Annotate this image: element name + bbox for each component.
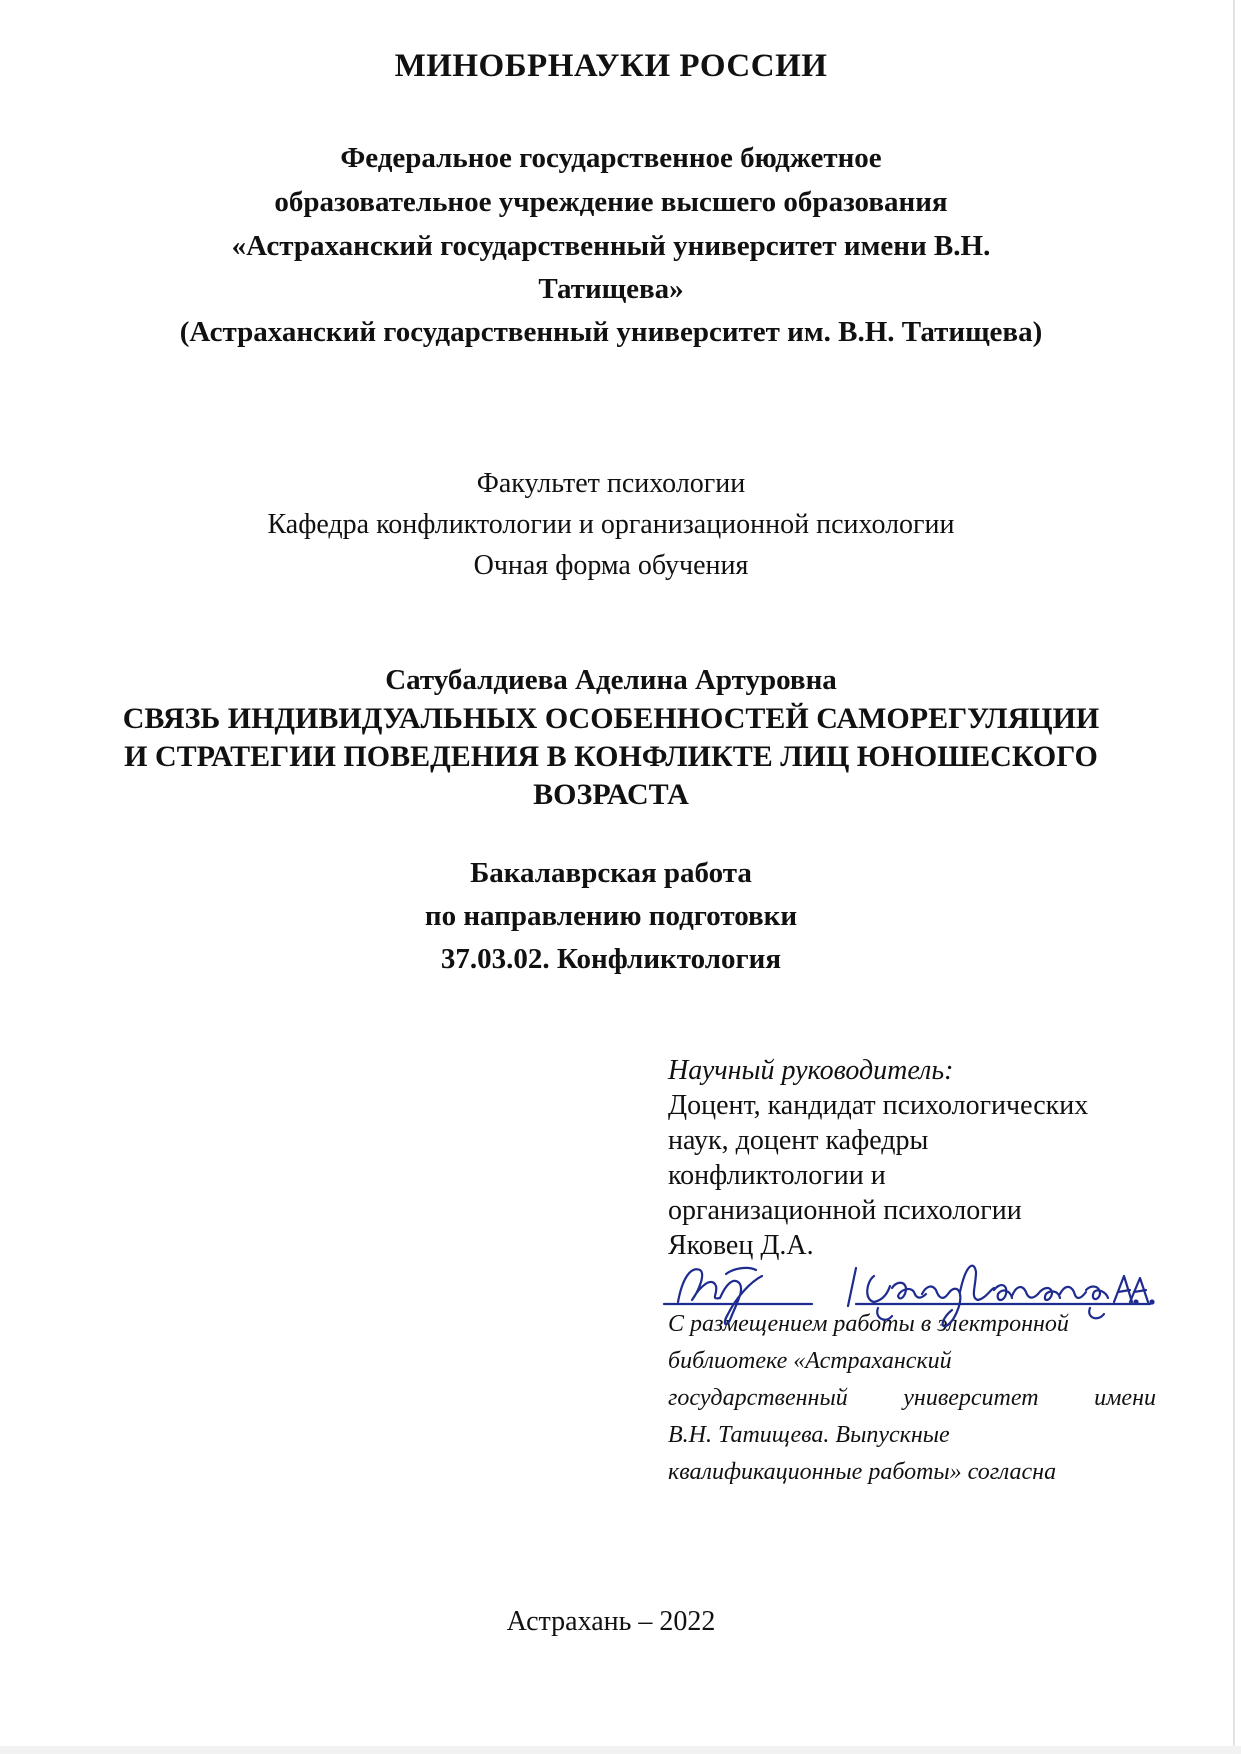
consent-line-1: С размещением работы в электронной — [668, 1311, 1069, 1337]
institution-line-1: Федеральное государственное бюджетное — [340, 142, 882, 174]
page-bottom-edge — [0, 1746, 1241, 1754]
institution-short-name: (Астраханский государственный университет им. В.Н. Татищева) — [179, 316, 1043, 348]
consent-word: университет — [903, 1385, 1039, 1411]
supervisor-line-4: организационной психологии — [668, 1195, 1022, 1226]
supervisor-name: Яковец Д.А. — [668, 1230, 814, 1261]
supervisor-line-2: наук, доцент кафедры — [668, 1125, 929, 1156]
author-name: Сатубалдиева Аделина Артуровна — [385, 664, 837, 696]
supervisor-line-3: конфликтологии и — [668, 1160, 886, 1191]
department-name: Кафедра конфликтологии и организационной психологии — [267, 509, 955, 540]
supervisor-block — [668, 1053, 1156, 1263]
thesis-title-line-2: И СТРАТЕГИИ ПОВЕДЕНИЯ В КОНФЛИКТЕ ЛИЦ ЮНОШЕСКОГО — [124, 740, 1098, 773]
study-direction-code: 37.03.02. Конфликтология — [440, 943, 782, 975]
consent-line-2: библиотеке «Астраханский — [668, 1348, 952, 1374]
supervisor-label: Научный руководитель: — [668, 1055, 954, 1086]
thesis-title-line-1: СВЯЗЬ ИНДИВИДУАЛЬНЫХ ОСОБЕННОСТЕЙ САМОРЕГУЛЯЦИИ — [122, 702, 1100, 735]
institution-line-4: Татищева» — [538, 273, 684, 305]
institution-line-2: образовательное учреждение высшего образования — [274, 186, 948, 218]
study-form: Очная форма обучения — [473, 550, 749, 581]
ministry-heading: МИНОБРНАУКИ РОССИИ — [394, 48, 828, 84]
city-year: Астрахань – 2022 — [506, 1606, 716, 1637]
consent-line-3 — [668, 1380, 1156, 1417]
supervisor-line-1: Доцент, кандидат психологических — [668, 1090, 1089, 1121]
study-direction-label: по направлению подготовки — [424, 900, 798, 932]
consent-word: государственный — [668, 1385, 848, 1411]
consent-line-4: В.Н. Татищева. Выпускные — [668, 1422, 950, 1448]
thesis-title-line-3: ВОЗРАСТА — [533, 778, 689, 811]
faculty-name: Факультет психологии — [476, 468, 746, 499]
consent-word: имени — [1094, 1385, 1156, 1411]
handwritten-signature — [660, 1246, 1160, 1336]
page-edge — [1233, 0, 1235, 1754]
consent-line-5: квалификационные работы» согласна — [668, 1459, 1057, 1485]
work-type: Бакалаврская работа — [470, 857, 752, 889]
institution-line-3: «Астраханский государственный университет имени В.Н. — [231, 230, 991, 262]
